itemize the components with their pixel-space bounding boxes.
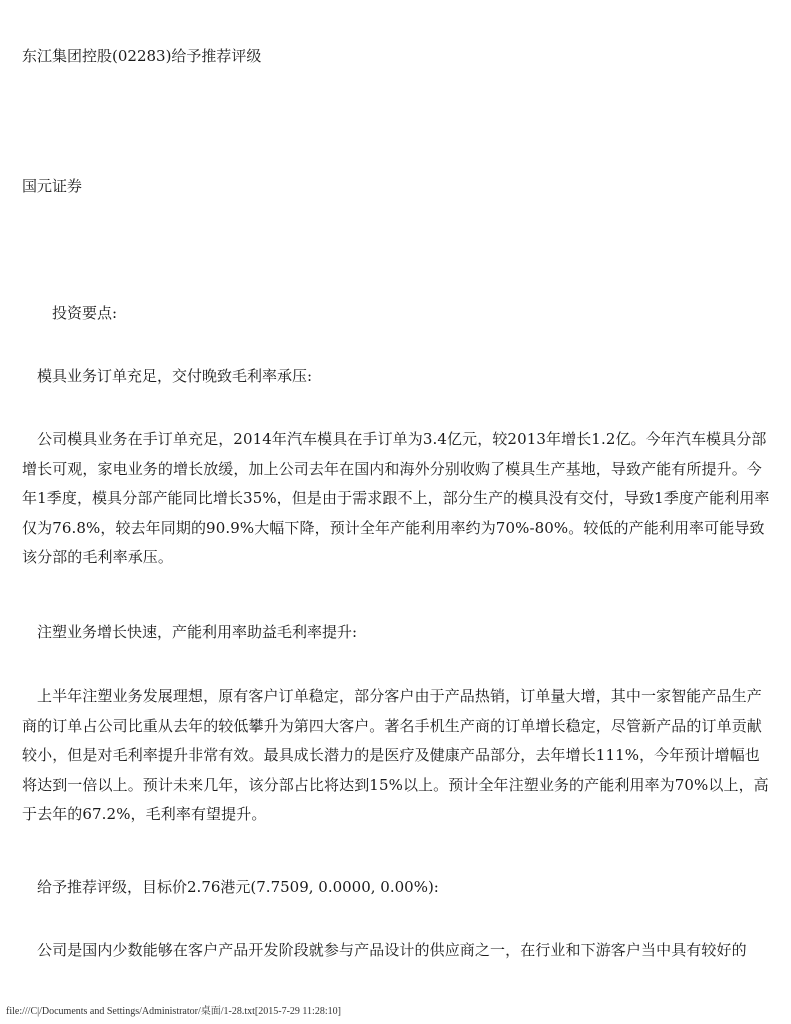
source-label: 国元证券 <box>22 177 83 195</box>
section-body-injection: 上半年注塑业务发展理想，原有客户订单稳定，部分客户由于产品热销，订单量大增，其中一家智能产品生产商的订单占公司比重从去年的较低攀升为第四大客户。著名手机生产商的订单增长稳定，尽管新产品的订单贡献较小，但是对毛利率提升非常有效。最具成长潜力的是医疗及健康产品部分，去年增长111%，今年预计增幅也将达到一倍以上。预计未来几年，该分部占比将达到15%以上。预计全年注塑业务的产能利用率为70%以上，高于去年的67.2%，毛利率有望提升。 <box>22 687 769 823</box>
section-body-rating: 公司是国内少数能够在客户产品开发阶段就参与产品设计的供应商之一，在行业和下游客户当中具有较好的 <box>37 941 747 959</box>
section-heading-molds: 模具业务订单充足，交付晚致毛利率承压: <box>37 367 313 385</box>
section-heading-rating: 给予推荐评级，目标价2.76港元(7.7509, 0.0000, 0.00%): <box>37 878 439 896</box>
key-points-label: 投资要点: <box>52 304 118 322</box>
document-title: 东江集团控股(02283)给予推荐评级 <box>22 47 262 65</box>
file-path-footer: file:///C|/Documents and Settings/Administrator/桌面/1-28.txt[2015-7-29 11:28:10] <box>6 1006 341 1017</box>
section-body-molds: 公司模具业务在手订单充足，2014年汽车模具在手订单为3.4亿元，较2013年增长1.2亿。今年汽车模具分部增长可观，家电业务的增长放缓，加上公司去年在国内和海外分别收购了模具生产基地，导致产能有所提升。今年1季度，模具分部产能同比增长35%，但是由于需求跟不上，部分生产的模具没有交付，导致1季度产能利用率仅为76.8%，较去年同期的90.9%大幅下降，预计全年产能利用率约为70%-80%。较低的产能利用率可能导致该分部的毛利率承压。 <box>22 430 770 566</box>
section-heading-injection: 注塑业务增长快速，产能利用率助益毛利率提升: <box>37 623 358 641</box>
